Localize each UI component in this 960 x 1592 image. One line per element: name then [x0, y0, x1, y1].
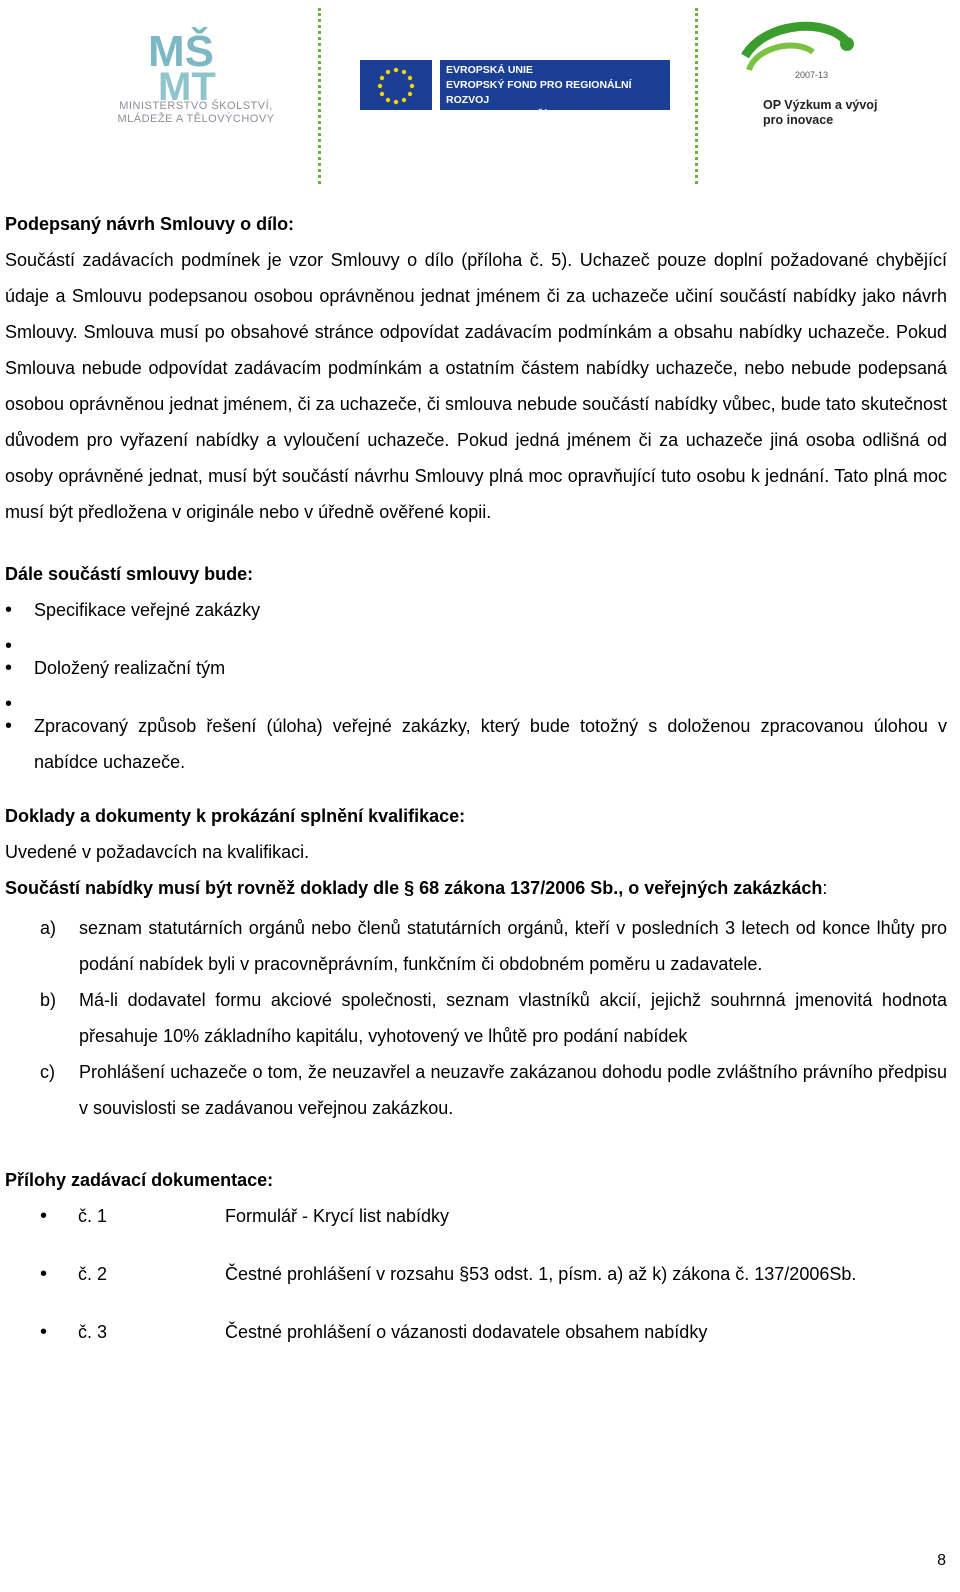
contract-parts-list — [5, 592, 947, 780]
qualification-statement — [5, 870, 947, 906]
op-swoosh-icon — [735, 18, 955, 98]
msmt-emblem-icon — [96, 20, 296, 100]
attachment-number: č. 1 — [78, 1206, 108, 1226]
qualification-bold: Součástí nabídky musí být rovněž doklady dle § 68 zákona 137/2006 Sb., o veřejných zakázkách — [5, 878, 823, 898]
list-item-label: c) — [40, 1062, 55, 1082]
attachment-number: č. 3 — [78, 1322, 108, 1342]
section-heading-attachments: Přílohy zadávací dokumentace: — [5, 1170, 274, 1190]
list-item-text: Má-li dodavatel formu akciové společnosti, seznam vlastníků akcií, jejichž souhrnná jmenovitá hodnota přesahuje 10% základního kapitálu, vyhotovený ve lhůtě pro podání nabídek — [79, 990, 947, 1046]
svg-text:MŠ: MŠ — [148, 27, 214, 76]
op-line-2: pro inovace — [763, 113, 834, 127]
eu-logo — [360, 60, 670, 121]
page-number: 8 — [937, 1552, 946, 1569]
header-divider — [318, 8, 321, 184]
eu-flag-icon — [360, 60, 432, 110]
attachment-description: Formulář - Krycí list nabídky — [225, 1206, 450, 1226]
section-heading-contract: Podepsaný návrh Smlouvy o dílo: — [5, 214, 295, 234]
list-item-label: b) — [40, 990, 57, 1010]
list-item: • Zpracovaný způsob řešení (úloha) veřejné zakázky, který bude totožný s doloženou zpracovanou úlohou v nabídce uchazeče. — [5, 708, 947, 780]
list-item — [5, 1054, 947, 1126]
list-item: • Doložený realizační tým — [5, 650, 947, 686]
op-line-1: OP Výzkum a vývoj — [763, 98, 878, 112]
list-item-text: Prohlášení uchazeče o tom, že neuzavřel a neuzavře zakázanou dohodu podle zvláštního právního předpisu v souvislosti se zadávanou veřejnou zakázkou. — [79, 1062, 947, 1118]
op-logo-text — [763, 98, 877, 128]
msmt-logo — [96, 20, 296, 125]
msmt-logo-text: MINISTERSTVO ŠKOLSTVÍ, MLÁDEŽE A TĚLOVÝCHOVY — [117, 100, 275, 125]
eu-line-1: EVROPSKÁ UNIE — [446, 64, 533, 76]
attachment-description: Čestné prohlášení v rozsahu §53 odst. 1, písm. a) až k) zákona č. 137/2006Sb. — [225, 1264, 857, 1284]
section-heading-qualification: Doklady a dokumenty k prokázání splnění kvalifikace: — [5, 806, 466, 826]
attachment-description: Čestné prohlášení o vázanosti dodavatele obsahem nabídky — [225, 1322, 708, 1342]
svg-text:MT: MT — [158, 65, 216, 100]
list-item-label: a) — [40, 918, 57, 938]
attachment-item — [5, 1314, 947, 1350]
attachment-item — [5, 1198, 947, 1234]
eu-logo-text — [440, 60, 670, 121]
page-header — [0, 0, 960, 190]
list-item — [5, 910, 947, 982]
list-item — [5, 982, 947, 1054]
contract-paragraph: Součástí zadávacích podmínek je vzor Smlouvy o dílo (příloha č. 5). Uchazeč pouze doplní požadované chybějící údaje a Smlouvu podepsanou osobou oprávněnou jednat jménem či za uchazeče učiní součástí nabídky jako návrh Smlouvy. Smlouva musí po obsahové stránce odpovídat zadávacím podmínkám a obsahu nabídky uchazeče. Pokud Smlouva nebude odpovídat zadávacím podmínkám a ostatním částem nabídky uchazeče, nebo nebude podepsaná osobou oprávněnou jednat jménem, či za uchazeče, či smlouva nebude součástí nabídky vůbec, bude tato skutečnost důvodem pro vyřazení nabídky a vyloučení uchazeče. Pokud jedná jménem či za uchazeče jiná osoba odlišná od osoby oprávněné jednat, musí být součástí návrhu Smlouvy plná moc opravňující tuto osobu k jednání. Tato plná moc musí být předložena v originále nebo v úředně ověřené kopii. — [5, 250, 947, 522]
header-divider — [695, 8, 698, 184]
op-vavpi-logo — [735, 18, 955, 128]
list-item: • Specifikace veřejné zakázky — [5, 592, 947, 628]
section-heading-contract-parts: Dále součástí smlouvy bude: — [5, 564, 254, 584]
qualification-bold-tail: : — [822, 878, 828, 898]
eu-line-3: INVESTICE DO VAŠÍ BUDOUCNOSTI — [446, 109, 628, 121]
eu-line-2: EVROPSKÝ FOND PRO REGIONÁLNÍ ROZVOJ — [446, 79, 632, 106]
qualification-line: Uvedené v požadavcích na kvalifikaci. — [5, 842, 310, 862]
attachment-number: č. 2 — [78, 1264, 108, 1284]
list-item-text: seznam statutárních orgánů nebo členů statutárních orgánů, kteří v posledních 3 letech od konce lhůty pro podání nabídek byli v pracovněprávním, funkčním či obdobném poměru u zadavatele. — [79, 918, 947, 974]
op-year: 2007-13 — [795, 70, 829, 80]
attachment-item — [5, 1256, 947, 1292]
document-body — [5, 206, 947, 1350]
